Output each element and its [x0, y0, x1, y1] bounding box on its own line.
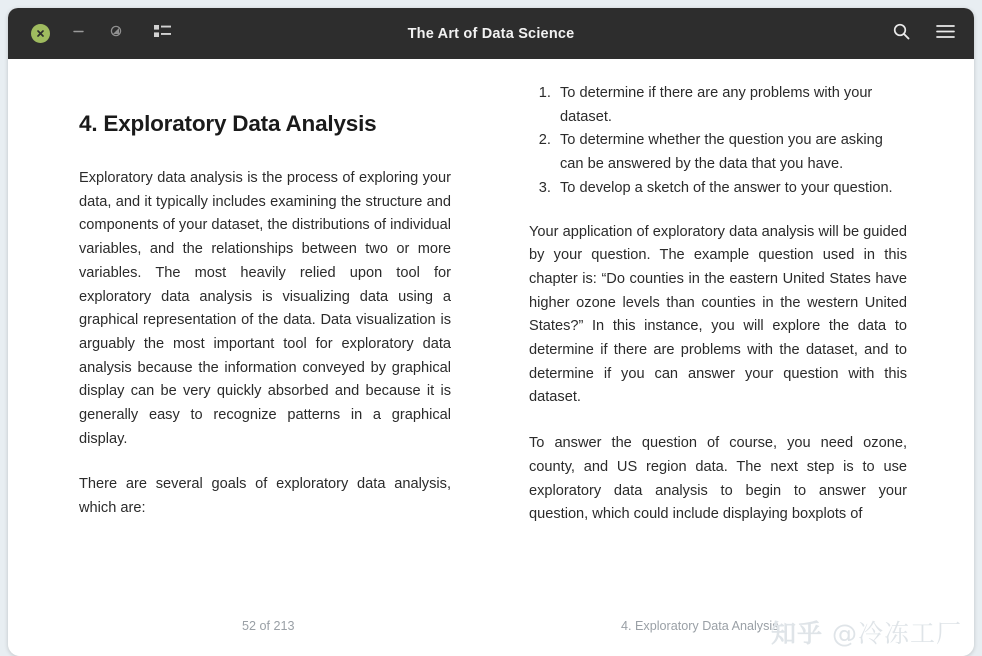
menu-button[interactable]: [930, 19, 960, 49]
minimize-icon: [72, 25, 85, 43]
left-paragraph-2: There are several goals of exploratory data analysis, which are:: [79, 476, 451, 517]
page-footer: [8, 619, 974, 639]
hamburger-menu-icon: [936, 24, 955, 44]
page-columns: [8, 59, 974, 604]
right-paragraph-1: Your application of exploratory data analysis will be guided by your question. The example question used in this chapter is: “Do counties in the eastern United States have higher ozone levels than counties in the western United States?” In this instance, you will explore the data to determine if there are problems with the dataset, and to determine if you can answer your question with this dataset.: [529, 223, 907, 406]
window-titlebar: [8, 8, 974, 59]
restore-icon: [109, 24, 123, 43]
left-paragraph-1: Exploratory data analysis is the process of exploring your data, and it typically includes examining the structure and components of your dataset, the distributions of individual variables, and the relationships between two or more variables. The most heavily relied upon tool for exploratory data analysis is visualizing data using a graphical representation of the data. Data visualization is arguably the most important tool for exploratory data analysis because the information conveyed by graphical display can be very quickly absorbed and because it is generally easy to recognize patterns in a graphical display.: [79, 170, 451, 447]
page-indicator: 52 of 213: [242, 619, 295, 633]
search-button[interactable]: [886, 19, 916, 49]
page-title: 4. Exploratory Data Analysis: [79, 111, 377, 136]
right-column: [491, 59, 974, 604]
list-item: 1. To determine if there are any problems with your dataset.: [555, 82, 907, 129]
table-of-contents-button[interactable]: [143, 19, 181, 49]
minimize-button[interactable]: [59, 19, 97, 49]
search-icon: [892, 22, 911, 46]
close-button[interactable]: [21, 19, 59, 49]
titlebar-right-controls: [886, 8, 960, 59]
watermark-handle: @冷冻工厂: [831, 619, 962, 648]
watermark-logo: 知乎: [770, 619, 823, 648]
titlebar-left-controls: [8, 19, 181, 49]
left-column: [8, 59, 491, 604]
list-item: 2. To determine whether the question you are asking can be answered by the data that you have.: [555, 129, 907, 176]
footer-chapter-label: 4. Exploratory Data Analysis: [621, 619, 779, 633]
book-page: [8, 59, 974, 656]
close-icon: [31, 24, 50, 43]
table-of-contents-icon: [154, 24, 171, 43]
list-item: 3. To develop a sketch of the answer to your question.: [555, 177, 907, 201]
goals-list: [529, 82, 907, 201]
reader-window: [8, 8, 974, 656]
restore-button[interactable]: [97, 19, 135, 49]
window-title: The Art of Data Science: [407, 25, 575, 42]
right-paragraph-2: To answer the question of course, you need ozone, county, and US region data. The next step is to use exploratory data analysis to begin to answer your question, which could include displaying boxplots of: [529, 435, 907, 523]
